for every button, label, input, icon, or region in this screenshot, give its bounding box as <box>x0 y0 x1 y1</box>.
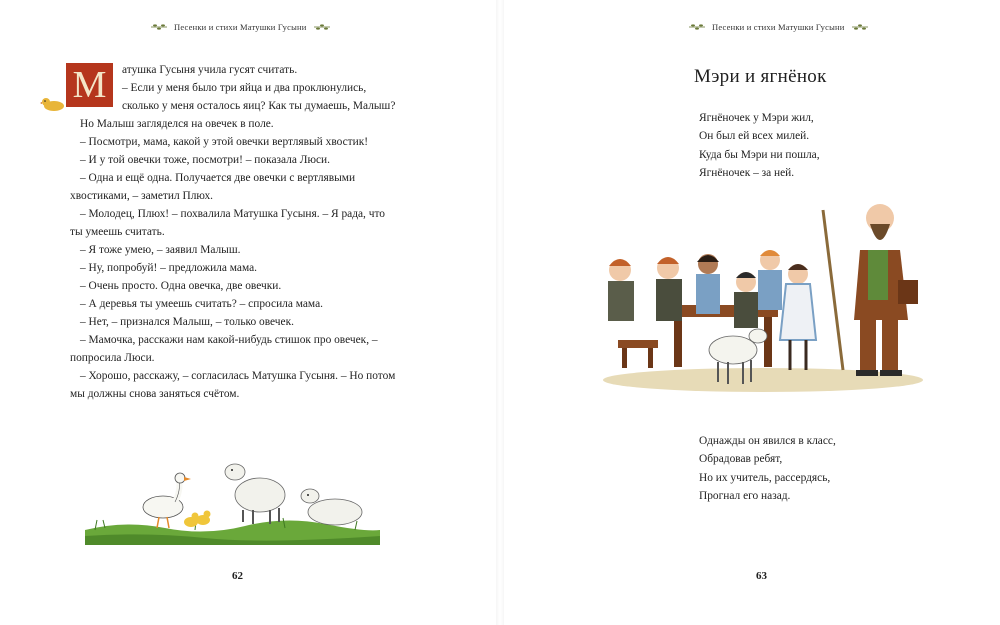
running-head-text: Песенки и стихи Матушки Гусыни <box>174 22 307 32</box>
poem-line: Однажды он явился в класс, <box>699 435 836 447</box>
right-page <box>504 0 1000 625</box>
sheep-icon <box>301 489 362 525</box>
story-paragraph: – Очень просто. Одна овечка, две овечки. <box>80 280 282 292</box>
story-paragraph: атушка Гусыня учила гусят считать. <box>122 64 298 76</box>
story-paragraph: – А деревья ты умеешь считать? – спросила мама. <box>80 298 323 310</box>
running-head-right <box>688 22 869 32</box>
poem-stanza <box>699 432 836 505</box>
sprig-ornament-icon <box>688 23 706 31</box>
poem-stanza <box>699 109 820 182</box>
sheep-icon <box>225 464 285 524</box>
story-paragraph: – Мамочка, расскажи нам какой-нибудь стишок про овечек, – попросила Люси. <box>70 334 378 364</box>
poem-line: Он был ей всех милей. <box>699 130 810 143</box>
sprig-ornament-icon <box>150 23 168 31</box>
story-paragraph: – И у той овечки тоже, посмотри! – показала Люси. <box>80 154 330 166</box>
story-paragraph: Но Малыш загляделся на овечек в поле. <box>80 118 274 130</box>
poem-line: Ягнёночек у Мэри жил, <box>699 112 814 124</box>
story-paragraph: – Нет, – признался Малыш, – только овечек. <box>80 316 294 328</box>
poem-line: Куда бы Мэри ни пошла, <box>699 148 820 161</box>
teacher-icon <box>823 204 918 376</box>
sprig-ornament-icon <box>851 23 869 31</box>
poem-line: Но их учитель, рассердясь, <box>699 471 831 484</box>
classroom-illustration <box>598 190 928 400</box>
story-paragraph: – Ну, попробуй! – предложила мама. <box>80 262 257 274</box>
story-paragraph: – Посмотри, мама, какой у этой овечки вертлявый хвостик! <box>80 136 369 148</box>
left-page <box>0 0 496 625</box>
story-paragraph: – Если у меня было три яйца и два проклюнулись, сколько у меня осталось яиц? Как ты думаешь, Малыш? <box>122 82 396 112</box>
goose-and-sheep-illustration <box>85 450 380 550</box>
sprig-ornament-icon <box>313 23 331 31</box>
page-number-right: 63 <box>756 570 767 582</box>
goose-icon <box>143 473 191 528</box>
story-paragraph: – Хорошо, расскажу, – согласилась Матушка Гусыня. – Но потом мы должны снова заняться счётом. <box>70 370 396 400</box>
story-text <box>70 61 400 403</box>
poem-line: Обрадовав ребят, <box>699 453 783 466</box>
gosling-icon <box>40 96 68 112</box>
running-head-left <box>150 22 331 32</box>
goslings-icon <box>184 511 211 528</box>
story-paragraph: – Молодец, Плюх! – похвалила Матушка Гусыня. – Я рада, что ты умеешь считать. <box>70 208 386 238</box>
story-paragraph: – Я тоже умею, – заявил Малыш. <box>80 244 241 256</box>
book-gutter <box>496 0 504 625</box>
poem-line: Прогнал его назад. <box>699 489 791 502</box>
drop-cap: М <box>66 63 113 107</box>
running-head-text: Песенки и стихи Матушки Гусыни <box>712 22 845 32</box>
poem-title: Мэри и ягнёнок <box>694 66 827 87</box>
story-paragraph: – Одна и ещё одна. Получается две овечки с вертлявыми хвостиками, – заметил Плюх. <box>70 172 356 202</box>
poem-line: Ягнёночек – за ней. <box>699 166 795 179</box>
page-number-left: 62 <box>232 570 243 582</box>
